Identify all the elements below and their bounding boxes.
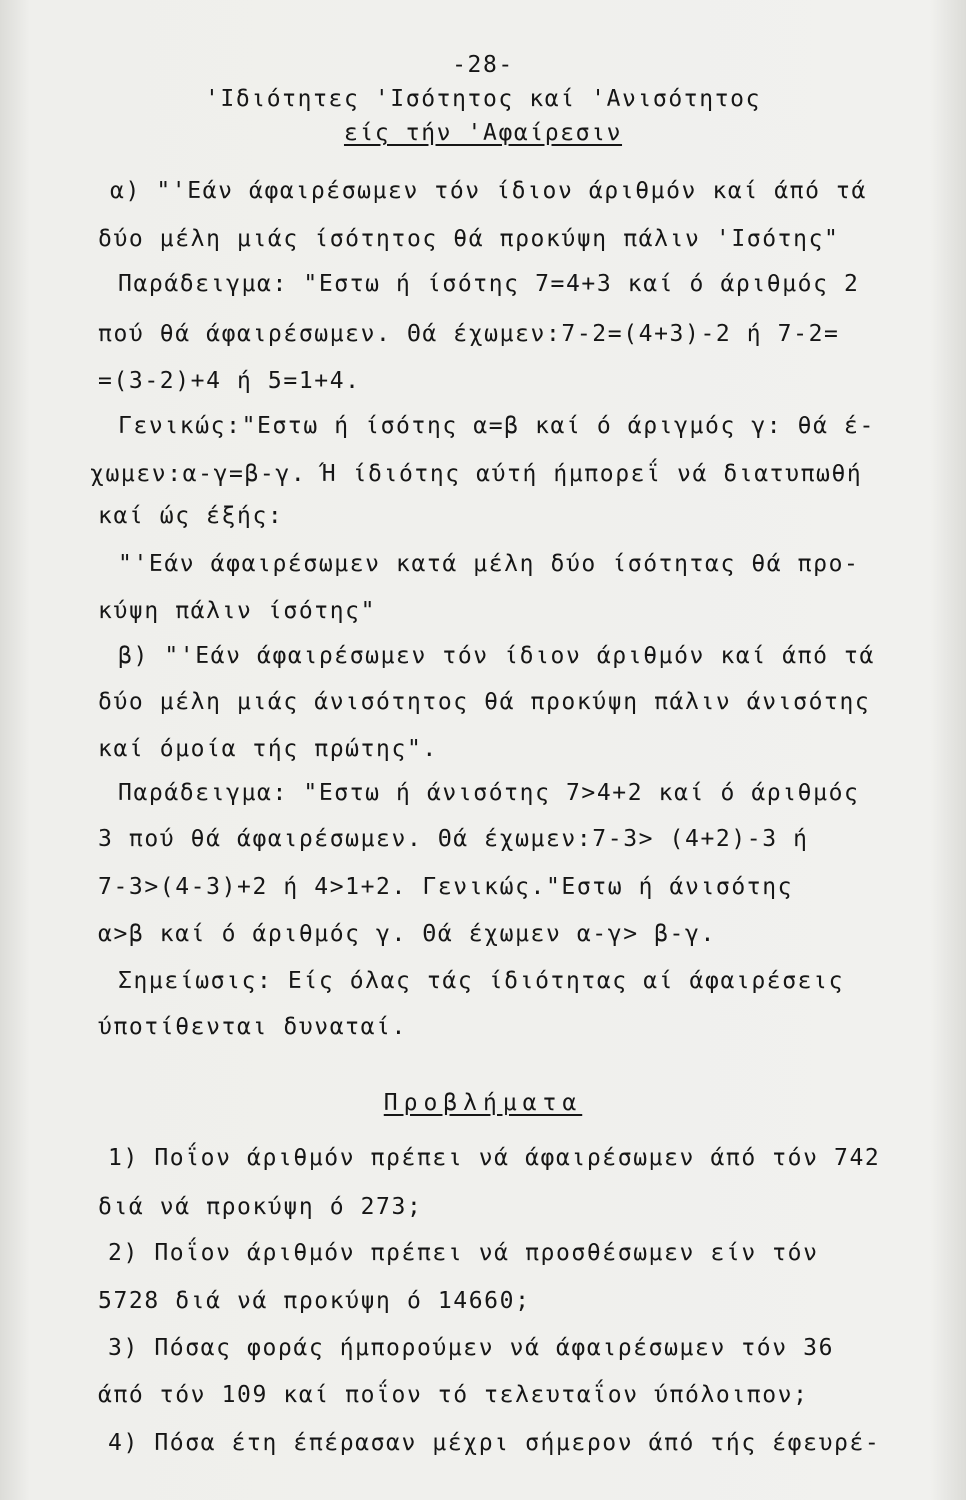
body-line: 3 πού θά άφαιρέσωμεν. Θά έχωμεν:7-3> (4+2)-3 ή (98, 826, 809, 852)
problem-line: διά νά προκύψη ό 273; (98, 1194, 423, 1220)
body-line: β) "'Εάν άφαιρέσωμεν τόν ίδιον άριθμόν καί άπό τά (118, 643, 875, 669)
problem-line: 4) Πόσα έτη έπέρασαν μέχρι σήμερον άπό τής έφευρέ- (108, 1430, 881, 1456)
page-number: -28- (452, 52, 514, 78)
example-line: Παράδειγμα: "Εστω ή άνισότης 7>4+2 καί ό άριθμός (118, 780, 860, 806)
body-line: "'Εάν άφαιρέσωμεν κατά μέλη δύο ίσότητας θά προ- (118, 551, 860, 577)
problems-heading: Προβλήματα (383, 1090, 583, 1116)
problem-line: άπό τόν 109 καί ποΐον τό τελευταΐον ύπόλοιπον; (98, 1382, 809, 1408)
problem-line: 3) Πόσας φοράς ήμπορούμεν νά άφαιρέσωμεν τόν 36 (108, 1335, 835, 1361)
problem-line: 5728 διά νά προκύψη ό 14660; (98, 1288, 531, 1314)
body-line: δύο μέλη μιάς ίσότητος θά προκύψη πάλιν 'Ισότης" (98, 226, 840, 252)
problem-line: 2) Ποΐον άριθμόν πρέπει νά προσθέσωμεν είν τόν (108, 1240, 819, 1266)
body-line: χωμεν:α-γ=β-γ. Ή ίδιότης αύτή ήμπορεΐ νά διατυπωθή (90, 461, 863, 487)
example-line: Παράδειγμα: "Εστω ή ίσότης 7=4+3 καί ό άριθμός 2 (118, 271, 860, 297)
title-line-1: 'Ιδιότητες 'Ισότητος καί 'Ανισότητος (204, 86, 762, 112)
note-line: Σημείωσις: Είς όλας τάς ίδιότητας αί άφαιρέσεις (118, 968, 845, 994)
problem-line: 1) Ποΐον άριθμόν πρέπει νά άφαιρέσωμεν άπό τόν 742 (108, 1145, 881, 1171)
body-line: πού θά άφαιρέσωμεν. Θά έχωμεν:7-2=(4+3)-2 ή 7-2= (98, 321, 840, 347)
body-line: κύψη πάλιν ίσότης" (98, 598, 377, 624)
general-line: Γενικώς:"Εστω ή ίσότης α=β καί ό άριγμός γ: θά έ- (118, 413, 875, 439)
body-line: καί όμοία τής πρώτης". (98, 736, 438, 762)
body-line: α) "'Εάν άφαιρέσωμεν τόν ίδιον άριθμόν καί άπό τά (110, 178, 867, 204)
body-line: ύποτίθενται δυναταί. (98, 1014, 407, 1040)
body-line: καί ώς έξής: (98, 503, 284, 529)
body-line: 7-3>(4-3)+2 ή 4>1+2. Γενικώς."Εστω ή άνισότης (98, 874, 794, 900)
body-line: =(3-2)+4 ή 5=1+4. (98, 368, 361, 394)
title-line-2: είς τήν 'Αφαίρεσιν (343, 120, 623, 146)
body-line: δύο μέλη μιάς άνισότητος θά προκύψη πάλιν άνισότης (98, 689, 871, 715)
body-line: α>β καί ό άριθμός γ. Θά έχωμεν α-γ> β-γ. (98, 921, 716, 947)
